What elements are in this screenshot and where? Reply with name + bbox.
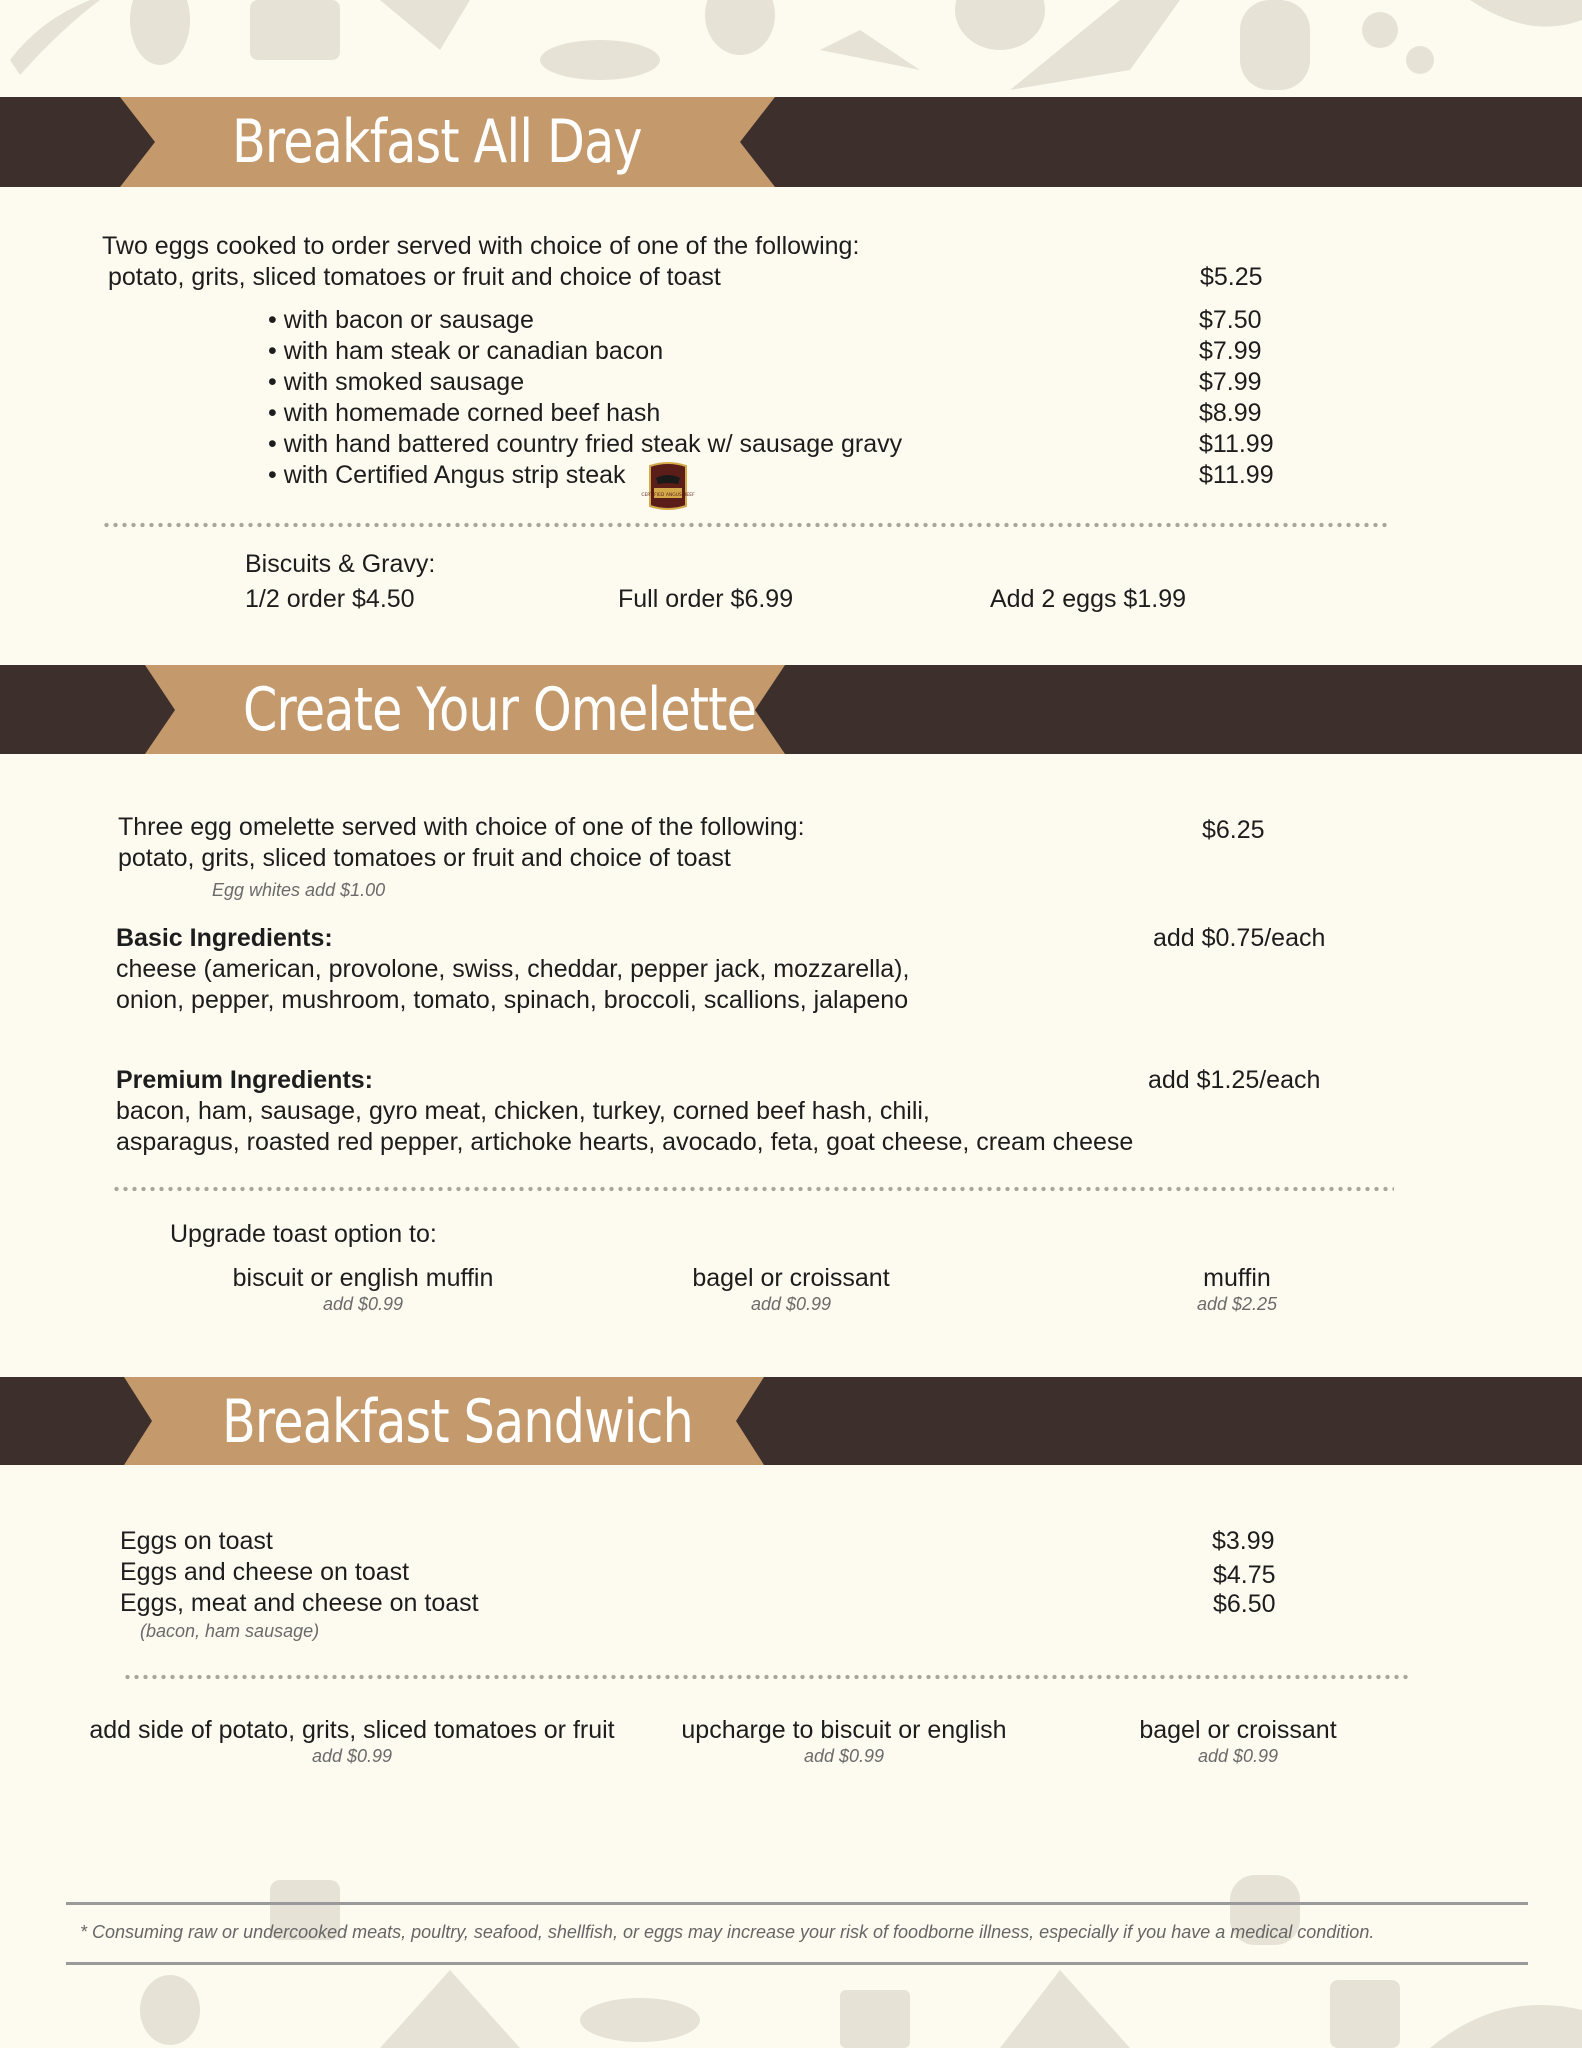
premium-ingredients-price: add $1.25/each — [1148, 1066, 1321, 1094]
breakfast-item-label: • with smoked sausage — [268, 368, 525, 396]
upgrade-option-price: add $2.25 — [1196, 1294, 1278, 1314]
upgrade-toast-title: Upgrade toast option to: — [170, 1220, 437, 1248]
upgrade-option-label: biscuit or english muffin — [232, 1264, 494, 1292]
breakfast-item-price: $7.50 — [1199, 306, 1262, 334]
sandwich-item-label: Eggs and cheese on toast — [120, 1558, 410, 1586]
premium-ingredients-title: Premium Ingredients: — [116, 1066, 373, 1094]
breakfast-item-price: $7.99 — [1199, 337, 1262, 365]
food-pattern-top — [0, 0, 1582, 98]
dotted-divider — [102, 522, 1387, 528]
basic-ingredients-title: Basic Ingredients: — [116, 924, 333, 952]
section-title-sandwich: Breakfast Sandwich — [222, 1387, 694, 1457]
breakfast-item-label: • with homemade corned beef hash — [268, 399, 661, 427]
premium-ingredients-line1: bacon, ham, sausage, gyro meat, chicken, turkey, corned beef hash, chili, — [116, 1097, 930, 1125]
upgrade-option-label: muffin — [1203, 1264, 1271, 1292]
sandwich-addon-label: bagel or croissant — [1139, 1716, 1337, 1744]
meat-options-note: (bacon, ham sausage) — [140, 1621, 320, 1641]
biscuits-half-order: 1/2 order $4.50 — [245, 585, 415, 613]
sandwich-addon-price: add $0.99 — [311, 1746, 393, 1766]
biscuits-add-eggs: Add 2 eggs $1.99 — [990, 585, 1186, 613]
egg-whites-note: Egg whites add $1.00 — [212, 880, 386, 900]
breakfast-item-label: • with hand battered country fried steak w/ sausage gravy — [268, 430, 903, 458]
breakfast-item-label: • with bacon or sausage — [268, 306, 534, 334]
breakfast-item-price: $11.99 — [1199, 430, 1274, 458]
omelette-intro-line1: Three egg omelette served with choice of one of the following: — [118, 813, 805, 841]
disclaimer-rule-top — [66, 1902, 1528, 1905]
omelette-intro-price: $6.25 — [1202, 816, 1265, 844]
upgrade-option-price: add $0.99 — [750, 1294, 832, 1314]
food-pattern-bottom — [0, 1870, 1582, 2048]
upgrade-option-price: add $0.99 — [322, 1294, 404, 1314]
sandwich-addon-price: add $0.99 — [803, 1746, 885, 1766]
food-safety-disclaimer: * Consuming raw or undercooked meats, poultry, seafood, shellfish, or eggs may increase your risk of foodborne illness, especially if you have a medical condition. — [80, 1922, 1375, 1942]
section-title-omelette: Create Your Omelette — [243, 675, 757, 745]
sandwich-addon-label: upcharge to biscuit or english — [681, 1716, 1007, 1744]
basic-ingredients-line2: onion, pepper, mushroom, tomato, spinach, broccoli, scallions, jalapeno — [116, 986, 909, 1014]
sandwich-addon-price: add $0.99 — [1197, 1746, 1279, 1766]
certified-angus-beef-logo — [641, 462, 695, 512]
disclaimer-rule-bottom — [66, 1962, 1528, 1965]
dotted-divider — [112, 1186, 1394, 1192]
dotted-divider — [123, 1674, 1408, 1680]
breakfast-item-price: $8.99 — [1199, 399, 1262, 427]
sandwich-item-price: $6.50 — [1213, 1590, 1276, 1618]
premium-ingredients-line2: asparagus, roasted red pepper, artichoke hearts, avocado, feta, goat cheese, cream cheese — [116, 1128, 1134, 1156]
omelette-intro-line2: potato, grits, sliced tomatoes or fruit and choice of toast — [118, 844, 731, 872]
breakfast-intro-line2: potato, grits, sliced tomatoes or fruit and choice of toast — [108, 263, 721, 291]
breakfast-item-label: • with Certified Angus strip steak — [268, 461, 626, 489]
breakfast-item-price: $11.99 — [1199, 461, 1274, 489]
sandwich-addon-label: add side of potato, grits, sliced tomatoes or fruit — [89, 1716, 615, 1744]
sandwich-item-label: Eggs on toast — [120, 1527, 273, 1555]
biscuits-title: Biscuits & Gravy: — [245, 550, 436, 578]
section-title-breakfast: Breakfast All Day — [232, 107, 642, 177]
breakfast-intro-price: $5.25 — [1200, 263, 1263, 291]
sandwich-item-label: Eggs, meat and cheese on toast — [120, 1589, 479, 1617]
basic-ingredients-price: add $0.75/each — [1153, 924, 1326, 952]
sandwich-item-price: $4.75 — [1213, 1561, 1276, 1589]
sandwich-item-price: $3.99 — [1212, 1527, 1275, 1555]
breakfast-intro-line1: Two eggs cooked to order served with choice of one of the following: — [102, 232, 860, 260]
breakfast-item-price: $7.99 — [1199, 368, 1262, 396]
biscuits-full-order: Full order $6.99 — [618, 585, 794, 613]
breakfast-item-label: • with ham steak or canadian bacon — [268, 337, 664, 365]
basic-ingredients-line1: cheese (american, provolone, swiss, cheddar, pepper jack, mozzarella), — [116, 955, 910, 983]
upgrade-option-label: bagel or croissant — [692, 1264, 890, 1292]
svg-text:CERTIFIED ANGUS BEEF: CERTIFIED ANGUS BEEF — [641, 493, 695, 498]
